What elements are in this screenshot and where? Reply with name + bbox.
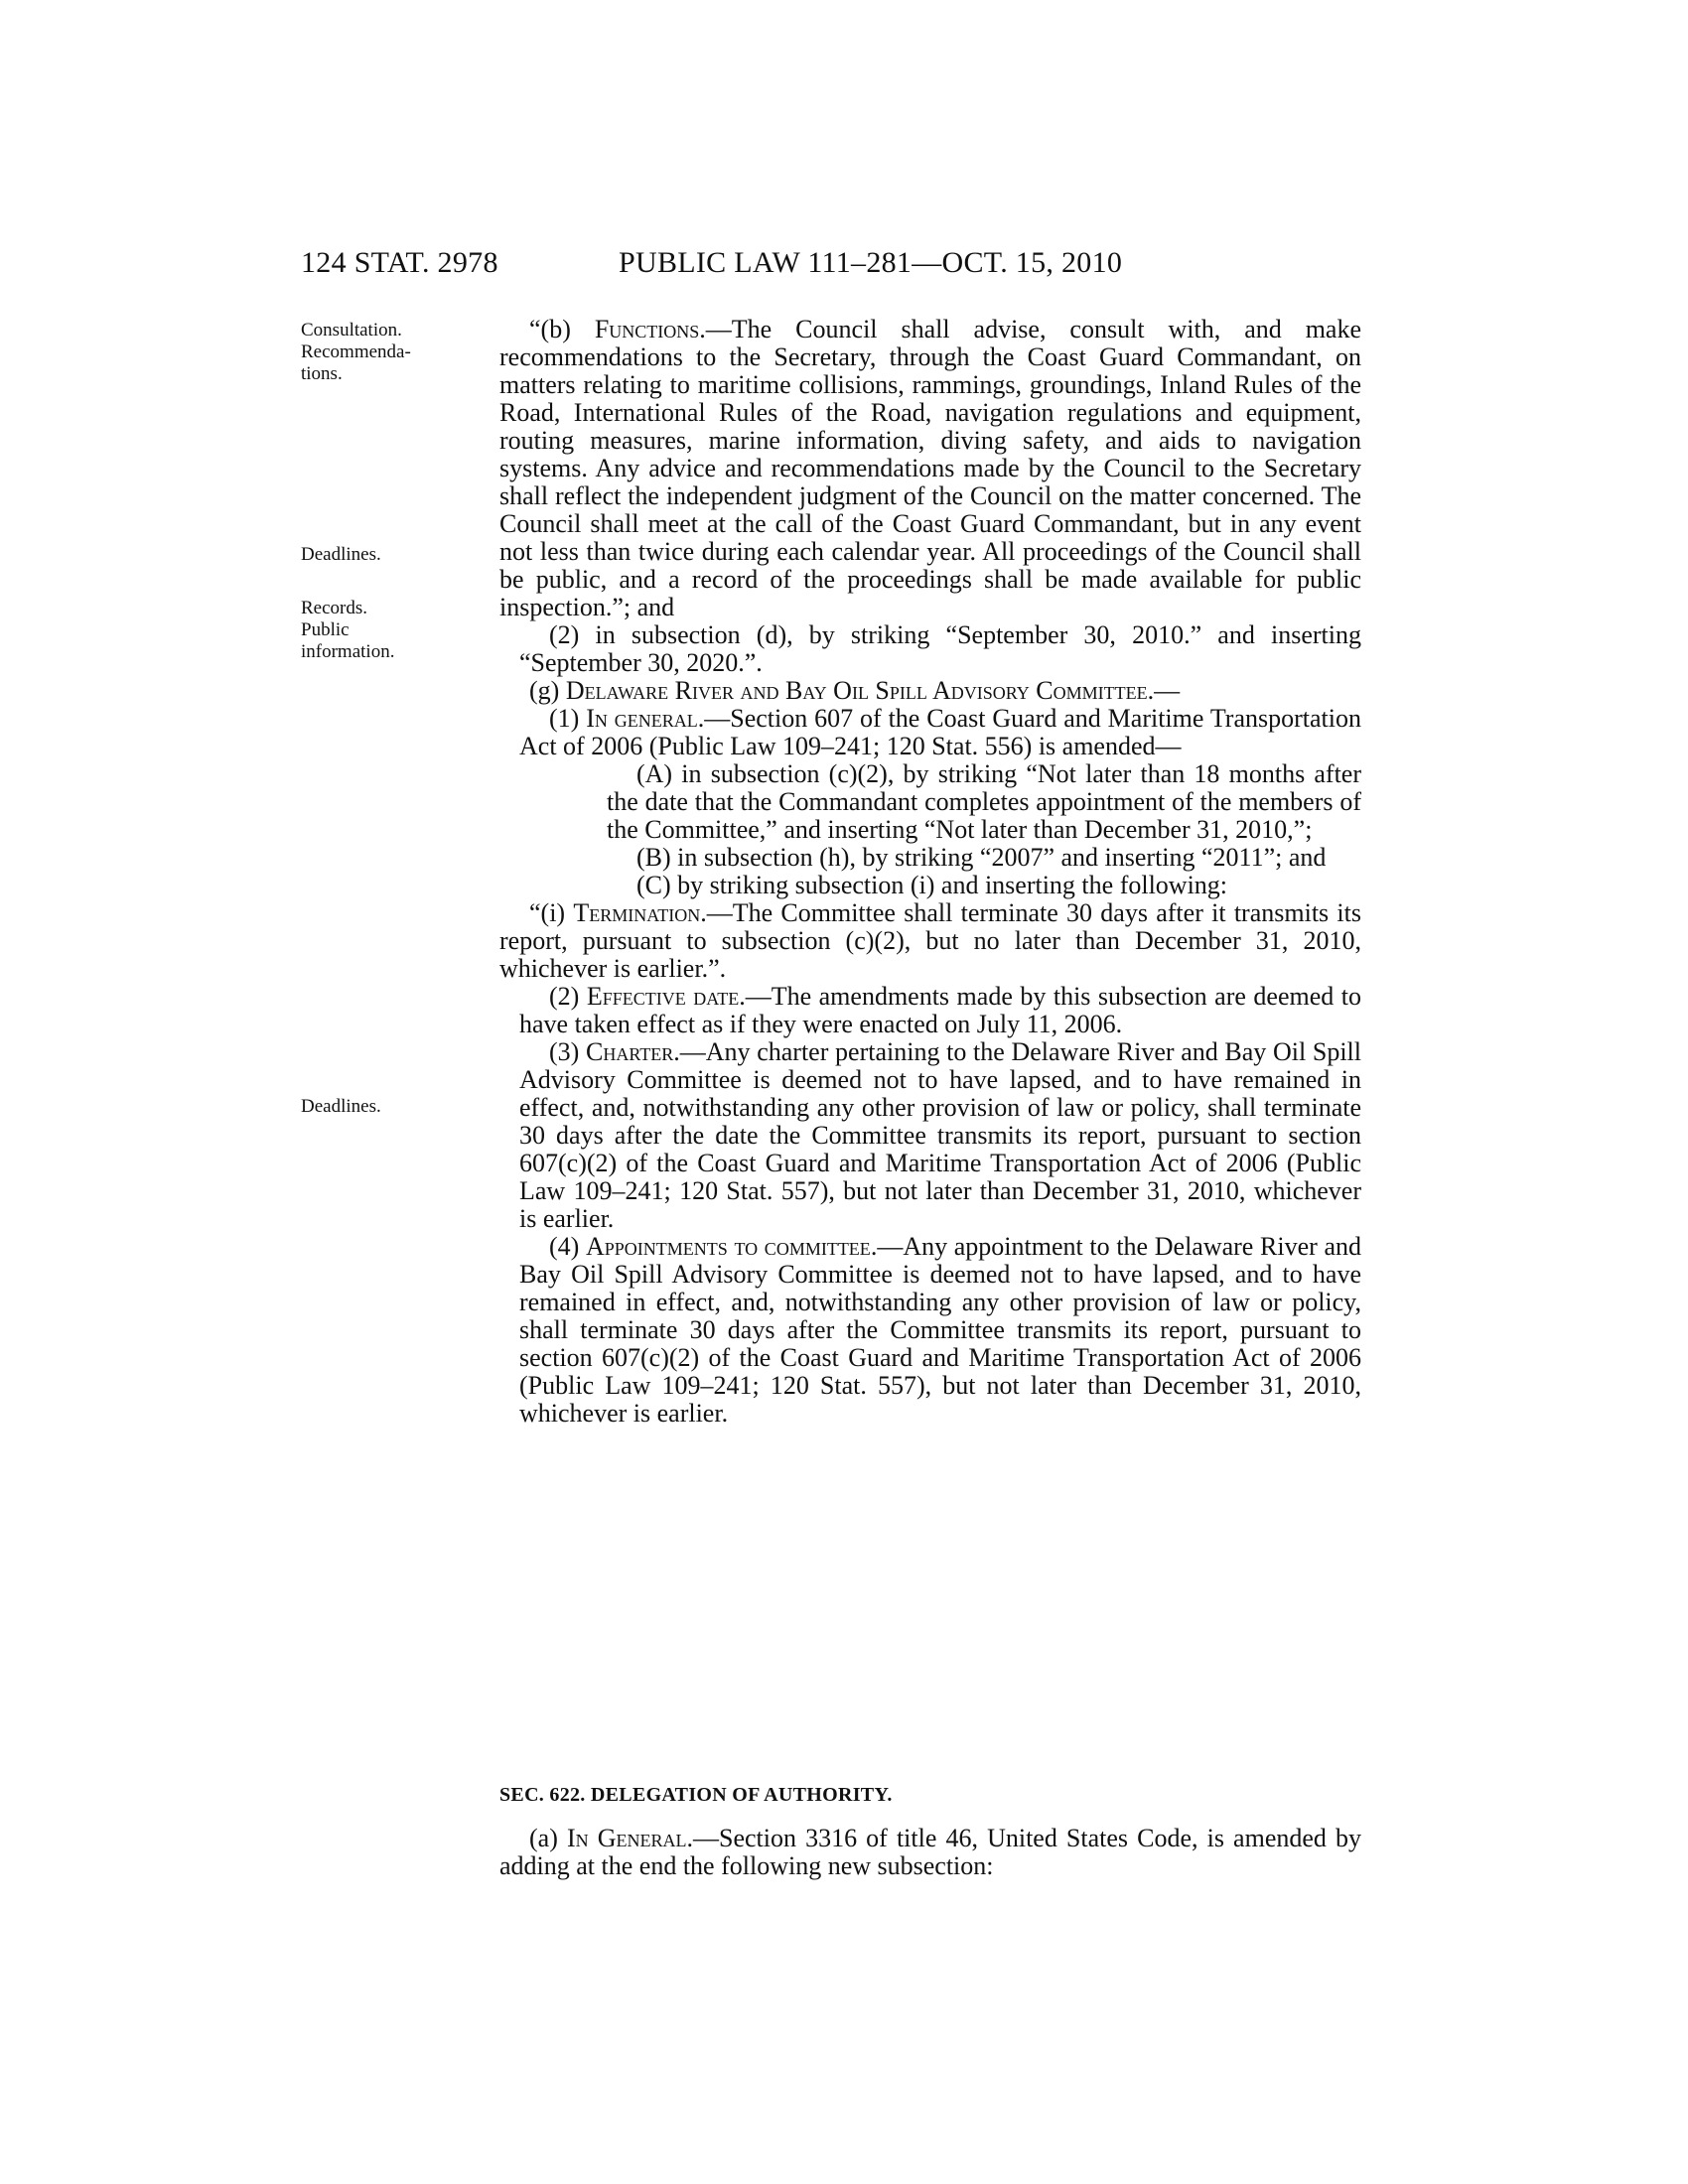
- page-title: PUBLIC LAW 111–281—OCT. 15, 2010: [619, 246, 1123, 279]
- margin-note: Recommenda-: [301, 341, 411, 362]
- paragraph-b: “(b) Functions.—The Council shall advise, consult with, and make recommendations to the Secretary, through the Coast Guard Commandant, on matters relating to maritime collisions, rammings, groundings, Inland Rules of the Road, International Rules of the Road, navigation regulations and equipment, routing measures, marine information, diving safety, and aids to navigation systems. Any advice and recommendations made by the Council to the Secretary shall reflect the independent judgment of the Council on the matter concerned. The Council shall meet at the call of the Coast Guard Commandant, but in any event not less than twice during each calendar year. All proceedings of the Council shall be public, and a record of the proceedings shall be made available for public inspection.”; and: [499, 315, 1362, 621]
- paragraph-g: (g) Delaware River and Bay Oil Spill Advisory Committee.—: [529, 676, 1181, 705]
- document-body: [499, 316, 1361, 1428]
- paragraph-gB: (B) in subsection (h), by striking “2007” and inserting “2011”; and: [636, 843, 1327, 872]
- paragraph-g1: (1) In general.—Section 607 of the Coast Guard and Maritime Transportation Act of 2006 (Public Law 109–241; 120 Stat. 556) is amended—: [519, 704, 1361, 760]
- stat-citation: 124 STAT. 2978: [301, 246, 498, 279]
- paragraph-g4: (4) Appointments to committee.—Any appointment to the Delaware River and Bay Oil Spill Advisory Committee is deemed not to have lapsed, and to have remained in effect, and, notwithstanding any other provision of law or policy, shall terminate 30 days after the Committee transmits its report, pursuant to section 607(c)(2) of the Coast Guard and Maritime Transportation Act of 2006 (Public Law 109–241; 120 Stat. 557), but not later than December 31, 2010, whichever is earlier.: [519, 1232, 1362, 1428]
- paragraph-i: “(i) Termination.—The Committee shall terminate 30 days after it transmits its report, pursuant to subsection (c)(2), but no later than December 31, 2010, whichever is earlier.”.: [499, 898, 1361, 983]
- paragraph-gA: (A) in subsection (c)(2), by striking “Not later than 18 months after the date that the Commandant completes appointment of the members of the Committee,” and inserting “Not later than December 31, 2010,”;: [607, 759, 1361, 844]
- paragraph-a: (a) In General.—Section 3316 of title 46, United States Code, is amended by adding at the end the following new subsection:: [499, 1824, 1361, 1880]
- paragraph-g2: (2) Effective date.—The amendments made by this subsection are deemed to have taken effect as if they were enacted on July 11, 2006.: [519, 982, 1361, 1038]
- margin-note: Public: [301, 619, 350, 640]
- paragraph-gC: (C) by striking subsection (i) and inserting the following:: [636, 871, 1228, 899]
- section-heading: SEC. 622. DELEGATION OF AUTHORITY.: [499, 1784, 893, 1806]
- margin-note: Deadlines.: [301, 1096, 381, 1117]
- section-body: [499, 1825, 1361, 1880]
- margin-note: tions.: [301, 363, 343, 384]
- margin-note: Deadlines.: [301, 544, 381, 565]
- margin-note: Records.: [301, 598, 368, 618]
- paragraph-item-2: (2) in subsection (d), by striking “September 30, 2010.” and inserting “September 30, 2020.”.: [519, 620, 1361, 677]
- margin-note: Consultation.: [301, 320, 402, 341]
- margin-note: information.: [301, 641, 395, 662]
- paragraph-g3: (3) Charter.—Any charter pertaining to the Delaware River and Bay Oil Spill Advisory Committee is deemed not to have lapsed, and to have remained in effect, and, notwithstanding any other provision of law or policy, shall terminate 30 days after the date the Committee transmits its report, pursuant to section 607(c)(2) of the Coast Guard and Maritime Transportation Act of 2006 (Public Law 109–241; 120 Stat. 557), but not later than December 31, 2010, whichever is earlier.: [519, 1037, 1361, 1233]
